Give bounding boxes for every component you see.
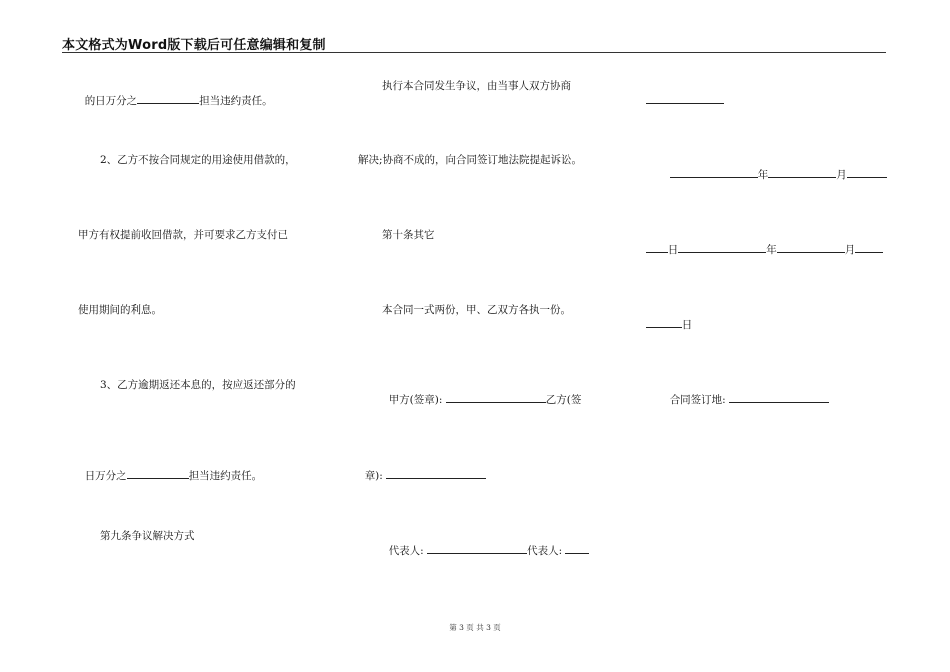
month2-label: 月 (844, 244, 856, 256)
year2-field (678, 242, 766, 253)
col2-line-3: 第十条其它 (382, 229, 435, 241)
col3-line-5 (663, 378, 829, 407)
year2-label: 年 (766, 244, 777, 256)
col2-line-2: 解决;协商不成的，向合同签订地法院提起诉讼。 (358, 154, 583, 166)
day2-field (646, 317, 682, 328)
col1-line-1 (78, 79, 273, 108)
month2-field (777, 242, 845, 253)
party-b-sign-label: 乙方(签 (545, 394, 582, 406)
col1-line-1-tail: 担当违约责任。 (199, 95, 273, 107)
year-label: 年 (757, 169, 769, 181)
sign-place-label: 合同签订地: (669, 394, 726, 406)
col1-line-4: 使用期间的利息。 (78, 304, 162, 316)
blank-field (127, 468, 189, 479)
col3-line-3 (639, 228, 883, 257)
month-label: 月 (836, 169, 847, 181)
col3-line-4 (639, 303, 692, 332)
sign-place-field (729, 392, 829, 403)
col2-line-4: 本合同一式两份，甲、乙双方各执一份。 (382, 304, 571, 316)
col3-line-2 (663, 153, 887, 182)
col2-line-5 (382, 378, 581, 407)
col1-line-6 (78, 454, 262, 483)
party-a-sign-field (446, 392, 546, 403)
col1-line-2: 2、乙方不按合同规定的用途使用借款的， (100, 154, 296, 166)
rep-a-field (427, 543, 527, 554)
col2-line-6 (358, 454, 486, 483)
party-b-sign-label-cont: 章): (364, 470, 383, 482)
trailing-field (847, 167, 887, 178)
party-b-sign-field (386, 468, 486, 479)
rep-a-label: 代表人: (388, 545, 424, 557)
col1-line-5: 3、乙方逾期返还本息的，按应返还部分的 (100, 379, 296, 391)
col1-line-1-text: 的日万分之 (84, 95, 138, 107)
page-footer: 第 3 页 共 3 页 (449, 623, 501, 632)
day2-label: 日 (681, 319, 693, 331)
col3-line-1 (639, 79, 724, 108)
col1-line-6-text: 日万分之 (84, 470, 127, 482)
blank-field (646, 93, 724, 104)
col2-line-1: 执行本合同发生争议，由当事人双方协商 (382, 80, 571, 92)
year-field (670, 167, 758, 178)
lead-field (646, 242, 668, 253)
month-field (768, 167, 836, 178)
col1-line-3: 甲方有权提前收回借款，并可要求乙方支付已 (78, 229, 288, 241)
col2-line-7 (382, 529, 589, 558)
party-a-sign-label: 甲方(签章): (388, 394, 443, 406)
header-title: 本文格式为Word版下载后可任意编辑和复制 (62, 38, 326, 53)
day-label: 日 (667, 244, 679, 256)
rep-b-label: 代表人: (527, 545, 563, 557)
blank-field (137, 93, 199, 104)
col1-line-7: 第九条争议解决方式 (100, 530, 195, 542)
rep-b-field (565, 543, 589, 554)
col1-line-6-tail: 担当违约责任。 (188, 470, 263, 482)
page-header (62, 36, 886, 53)
trailing-field (855, 242, 883, 253)
